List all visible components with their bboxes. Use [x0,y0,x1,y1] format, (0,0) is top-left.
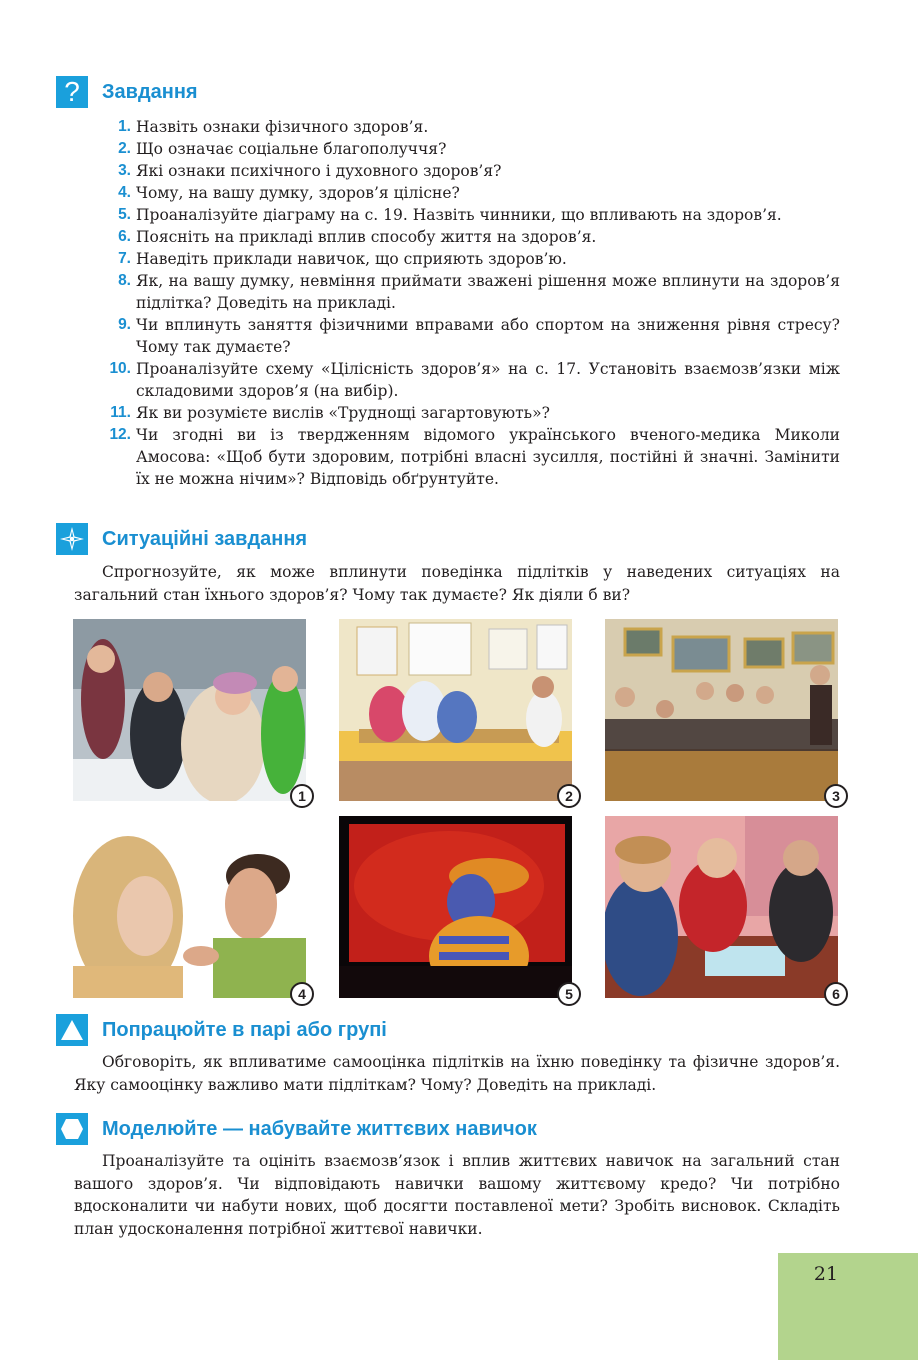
tasks-title: Завдання [102,80,198,103]
photo-6 [605,816,838,998]
compass-star-icon [56,523,88,555]
modeling-title: Моделюйте — набувайте життєвих навичок [102,1117,537,1140]
photo-3-image [605,619,838,801]
photo-1 [73,619,306,801]
task-item [100,402,840,424]
task-number: 11. [110,404,131,421]
situations-text: Спрогнозуйте, як може вплинути поведінка підлітків у наведених ситуаціях на загальний стан їхнього здоров’я? Чому так думаєте? Як діяли б ви? [74,563,840,604]
photo-number-badge: 4 [290,982,314,1006]
task-item [100,160,840,182]
pair-work-text: Обговоріть, як впливатиме самооцінка підлітків на їхню поведінку та фізичне здоров’я. Яку самооцінку важливо мати підліткам? Чому? Доведіть на прикладі. [74,1053,840,1094]
task-text: Назвіть ознаки фізичного здоров’я. [136,118,429,136]
modeling-header [56,1114,537,1144]
task-item [100,204,840,226]
task-item [100,116,840,138]
task-number: 9. [118,316,131,333]
task-number: 8. [118,272,131,289]
task-text: Наведіть приклади навичок, що сприяють здоров’ю. [136,250,567,268]
task-item [100,182,840,204]
task-item [100,138,840,160]
task-item [100,270,840,314]
question-mark-icon [56,76,88,108]
photo-3 [605,619,838,801]
photo-4-image [73,816,306,998]
hexagon-icon [56,1113,88,1145]
tasks-header [56,77,198,107]
photo-5-image [339,816,572,998]
photo-1-image [73,619,306,801]
task-text: Чи згодні ви із твердженням відомого українського вченого-медика Миколи Амосова: «Щоб бути здоровим, потрібні власні зусилля, постійні й значні. Замінити їх не можна нічим»? Відповідь обґрунтуйте. [136,426,840,488]
situations-title: Ситуаційні завдання [102,527,308,550]
task-number: 4. [118,184,131,201]
photo-2 [339,619,572,801]
pair-work-header [56,1015,387,1045]
task-number: 6. [118,228,131,245]
task-text: Поясніть на прикладі вплив способу життя на здоров’я. [136,228,597,246]
task-text: Проаналізуйте діаграму на с. 19. Назвіть чинники, що впливають на здоров’я. [136,206,782,224]
photo-number-badge: 2 [557,784,581,808]
task-item [100,248,840,270]
task-text: Проаналізуйте схему «Цілісність здоров’я» на с. 17. Установіть взаємозв’язки між складовими здоров’я (на вибір). [136,360,840,400]
task-text: Чому, на вашу думку, здоров’я цілісне? [136,184,460,202]
photo-2-image [339,619,572,801]
task-item [100,424,840,490]
task-number: 7. [118,250,131,267]
task-item [100,314,840,358]
task-text: Які ознаки психічного і духовного здоров’я? [136,162,502,180]
photo-4 [73,816,306,998]
task-number: 3. [118,162,131,179]
pair-work-title: Попрацюйте в парі або групі [102,1018,387,1041]
photo-number-badge: 5 [557,982,581,1006]
page-number-tab [778,1253,918,1360]
task-number: 12. [109,426,131,443]
photo-5 [339,816,572,998]
task-text: Як, на вашу думку, невміння приймати зважені рішення може вплинути на здоров’я підлітка? Доведіть на прикладі. [136,272,840,312]
task-text: Що означає соціальне благополуччя? [136,140,447,158]
tasks-list [100,116,840,490]
task-item [100,226,840,248]
photo-number-badge: 1 [290,784,314,808]
task-number: 2. [118,140,131,157]
question-mark-glyph: ? [64,76,80,107]
photo-number-badge: 6 [824,982,848,1006]
task-number: 10. [109,360,131,377]
task-number: 1. [118,118,131,135]
task-item [100,358,840,402]
task-text: Чи вплинуть заняття фізичними вправами або спортом на зниження рівня стресу? Чому так думаєте? [136,316,840,356]
task-number: 5. [118,206,131,223]
page-number: 21 [813,1263,839,1285]
modeling-text: Проаналізуйте та оцініть взаємозв’язок і вплив життєвих навичок на загальний стан вашого здоров’я. Чи відповідають навички вашому життєвому кредо? Чи потрібно вдосконалити чи набути нових, щоб досягти поставленої мети? Зробіть висновок. Складіть план удосконалення потрібної життєвої навички. [74,1152,840,1238]
photo-6-image [605,816,838,998]
photo-number-badge: 3 [824,784,848,808]
situations-header [56,524,307,554]
triangle-icon [56,1014,88,1046]
task-text: Як ви розумієте вислів «Труднощі загартовують»? [136,404,550,422]
